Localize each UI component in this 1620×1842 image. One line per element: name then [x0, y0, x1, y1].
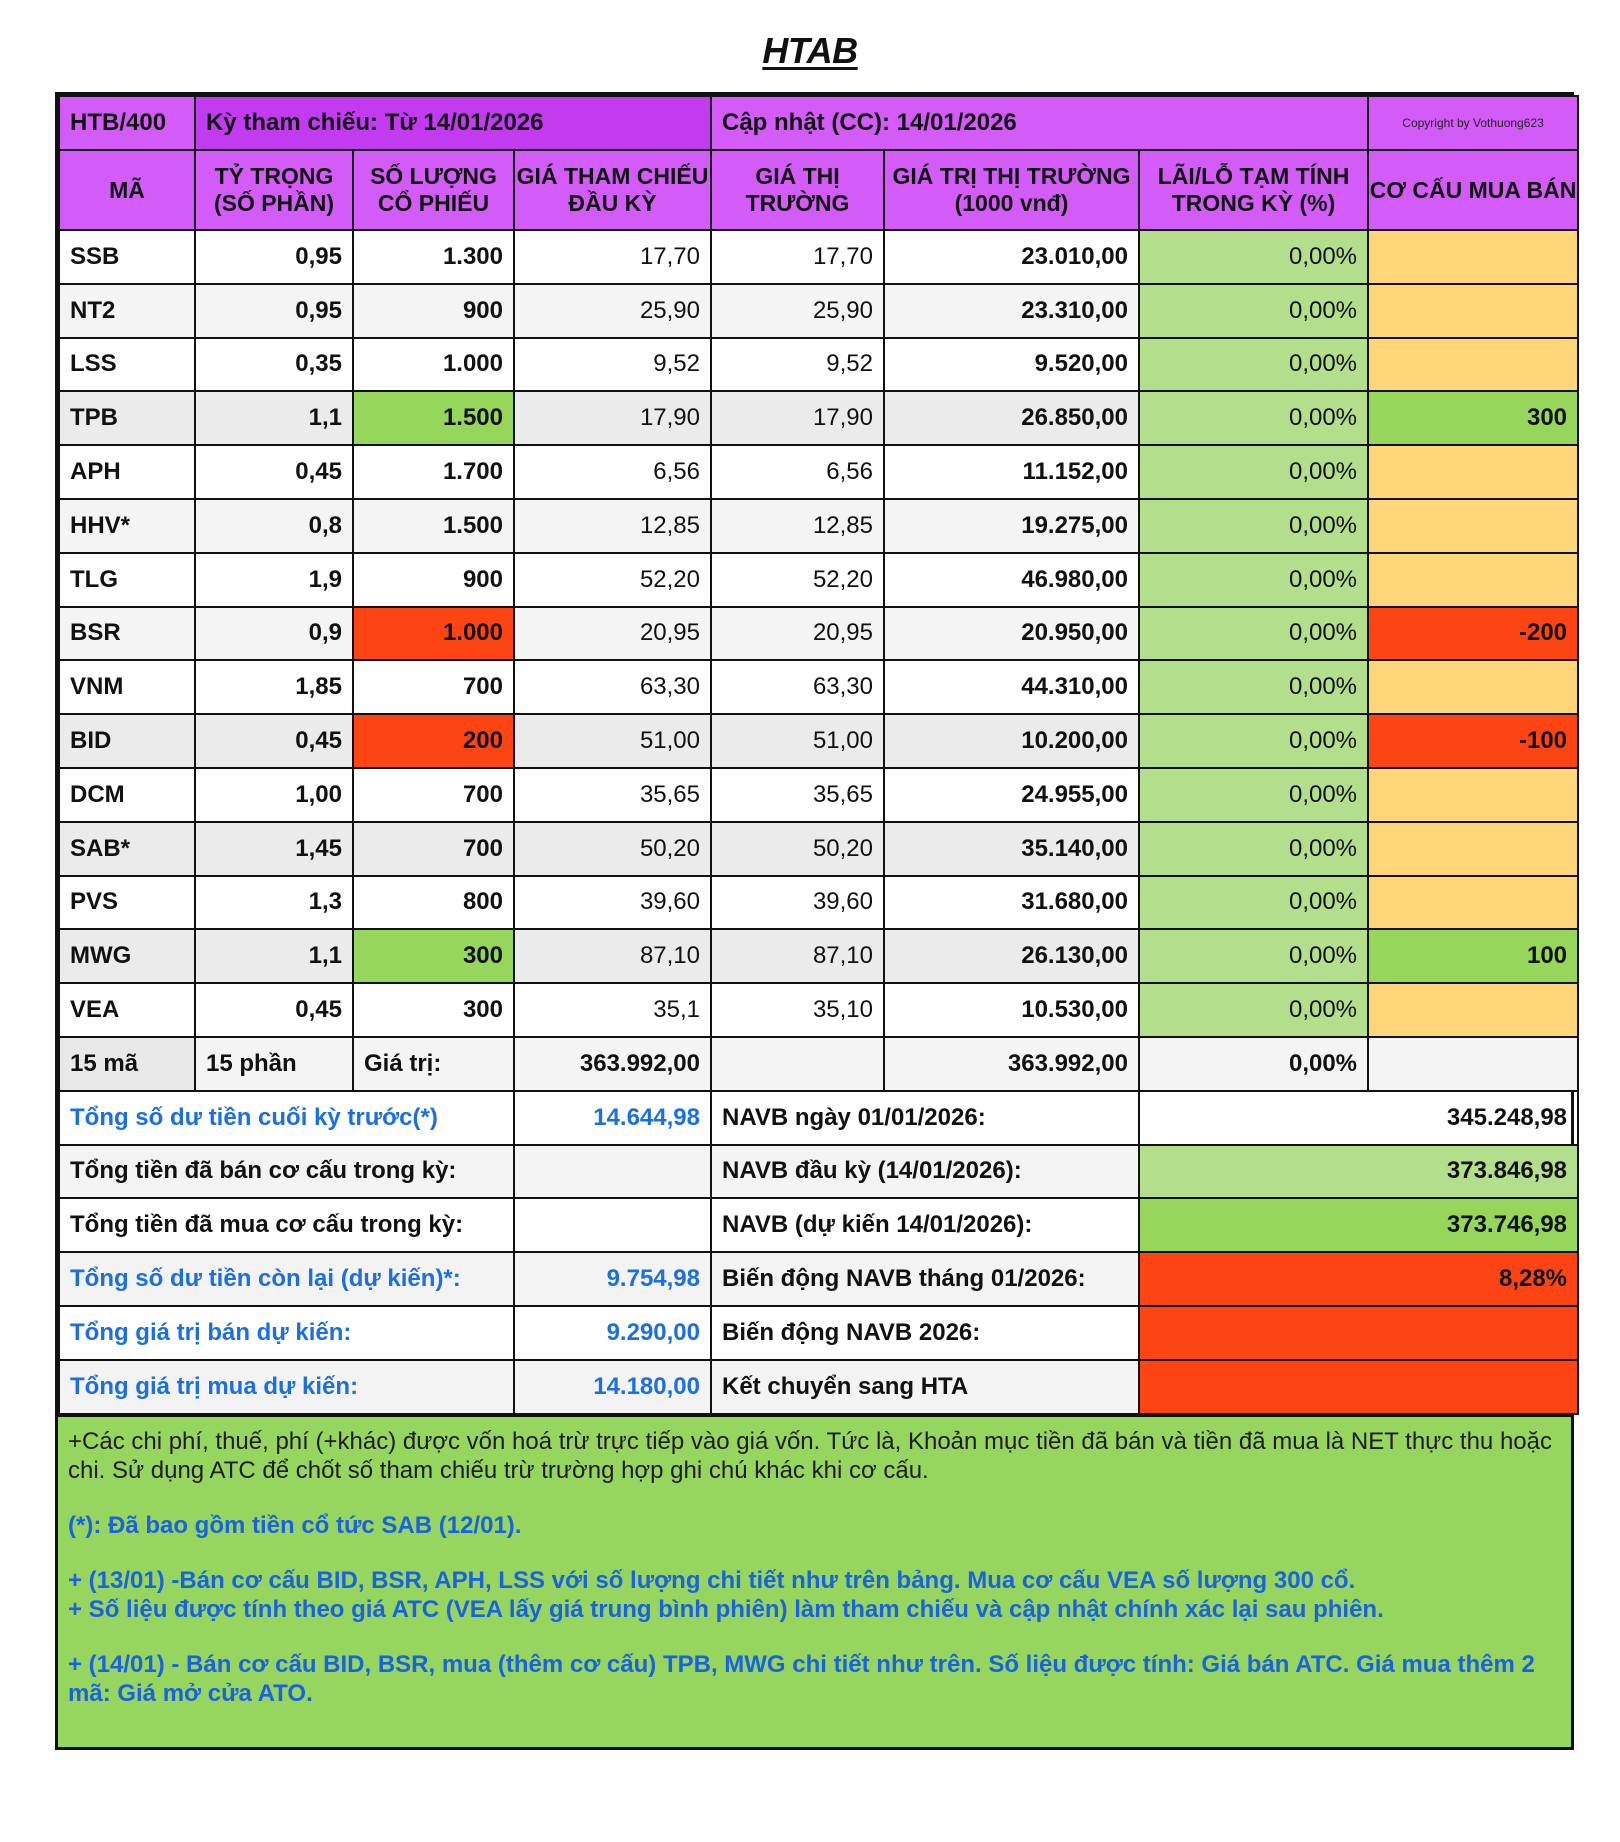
quantity-value: 1.000	[353, 338, 514, 392]
quantity-value: 1.500	[353, 499, 514, 553]
holding-row	[59, 822, 1578, 876]
summary-left-value: 9.754,98	[514, 1252, 711, 1306]
market-price-value: 17,90	[711, 391, 884, 445]
portfolio-table	[58, 95, 1579, 1415]
col-header-market-value: GIÁ TRỊ THỊ TRƯỜNG (1000 vnđ)	[884, 150, 1139, 230]
totals-blank	[711, 1037, 884, 1091]
quantity-value: 700	[353, 660, 514, 714]
summary-right-label: NAVB đầu kỳ (14/01/2026):	[711, 1145, 1139, 1199]
note-dividend: (*): Đã bao gồm tiền cổ tức SAB (12/01).	[68, 1511, 522, 1539]
stock-code: VEA	[59, 983, 195, 1037]
totals-value-label: Giá trị:	[353, 1037, 514, 1091]
stock-code: APH	[59, 445, 195, 499]
weight-value: 1,00	[195, 768, 353, 822]
column-header-row	[59, 150, 1578, 230]
pnl-value: 0,00%	[1139, 607, 1368, 661]
pnl-value: 0,00%	[1139, 338, 1368, 392]
holding-row	[59, 929, 1578, 983]
quantity-value: 1.500	[353, 391, 514, 445]
market-value: 35.140,00	[884, 822, 1139, 876]
ref-price-value: 50,20	[514, 822, 711, 876]
quantity-value: 900	[353, 553, 514, 607]
market-price-value: 39,60	[711, 876, 884, 930]
pnl-value: 0,00%	[1139, 929, 1368, 983]
stock-code: NT2	[59, 284, 195, 338]
market-value: 26.850,00	[884, 391, 1139, 445]
summary-row	[59, 1145, 1578, 1199]
note-general: +Các chi phí, thuế, phí (+khác) được vốn hoá trừ trực tiếp vào giá vốn. Tức là, Khoản mục tiền đã bán và tiền đã mua là NET thực thu hoặc chi. Sử dụng ATC để chốt số tham chiếu trừ trường hợp ghi chú khác khi cơ cấu.	[68, 1427, 1552, 1484]
summary-right-value	[1139, 1306, 1578, 1360]
ref-price-value: 35,1	[514, 983, 711, 1037]
notes-box	[58, 1415, 1571, 1747]
stock-code: PVS	[59, 876, 195, 930]
col-header-market-price: GIÁ THỊ TRƯỜNG	[711, 150, 884, 230]
market-value: 19.275,00	[884, 499, 1139, 553]
market-price-value: 6,56	[711, 445, 884, 499]
market-value: 10.200,00	[884, 714, 1139, 768]
summary-left-label: Tổng giá trị bán dự kiến:	[59, 1306, 514, 1360]
holding-row	[59, 607, 1578, 661]
quantity-value: 1.300	[353, 230, 514, 284]
pnl-value: 0,00%	[1139, 876, 1368, 930]
rebalance-action	[1368, 876, 1578, 930]
market-value: 44.310,00	[884, 660, 1139, 714]
holding-row	[59, 983, 1578, 1037]
rebalance-action	[1368, 768, 1578, 822]
stock-code: BSR	[59, 607, 195, 661]
quantity-value: 300	[353, 983, 514, 1037]
stock-code: TPB	[59, 391, 195, 445]
totals-ref-value: 363.992,00	[514, 1037, 711, 1091]
stock-code: MWG	[59, 929, 195, 983]
stock-code: TLG	[59, 553, 195, 607]
holding-row	[59, 714, 1578, 768]
summary-left-value: 14.180,00	[514, 1360, 711, 1414]
market-value: 10.530,00	[884, 983, 1139, 1037]
ref-price-value: 17,90	[514, 391, 711, 445]
market-price-value: 20,95	[711, 607, 884, 661]
market-value: 26.130,00	[884, 929, 1139, 983]
summary-left-label: Tổng số dư tiền còn lại (dự kiến)*:	[59, 1252, 514, 1306]
weight-value: 0,45	[195, 445, 353, 499]
market-value: 46.980,00	[884, 553, 1139, 607]
summary-right-label: Kết chuyển sang HTA	[711, 1360, 1139, 1414]
market-value: 20.950,00	[884, 607, 1139, 661]
ref-price-value: 63,30	[514, 660, 711, 714]
ref-price-value: 39,60	[514, 876, 711, 930]
summary-row	[59, 1306, 1578, 1360]
weight-value: 0,95	[195, 284, 353, 338]
rebalance-action	[1368, 445, 1578, 499]
reference-period: Kỳ tham chiếu: Từ 14/01/2026	[195, 96, 711, 150]
summary-right-value	[1139, 1360, 1578, 1414]
weight-value: 1,1	[195, 391, 353, 445]
market-price-value: 87,10	[711, 929, 884, 983]
ref-price-value: 25,90	[514, 284, 711, 338]
summary-right-label: Biến động NAVB 2026:	[711, 1306, 1139, 1360]
weight-value: 0,35	[195, 338, 353, 392]
quantity-value: 700	[353, 768, 514, 822]
header-info-row	[59, 96, 1578, 150]
pnl-value: 0,00%	[1139, 660, 1368, 714]
pnl-value: 0,00%	[1139, 983, 1368, 1037]
holding-row	[59, 338, 1578, 392]
weight-value: 0,9	[195, 607, 353, 661]
summary-left-label: Tổng số dư tiền cuối kỳ trước(*)	[59, 1091, 514, 1145]
summary-left-label: Tổng tiền đã bán cơ cấu trong kỳ:	[59, 1145, 514, 1199]
note-day-13-line1: + (13/01) -Bán cơ cấu BID, BSR, APH, LSS với số lượng chi tiết như trên bảng. Mua cơ cấu VEA số lượng 300 cổ.	[68, 1566, 1356, 1594]
totals-action-blank	[1368, 1037, 1578, 1091]
pnl-value: 0,00%	[1139, 284, 1368, 338]
rebalance-action: 100	[1368, 929, 1578, 983]
rebalance-action: -100	[1368, 714, 1578, 768]
col-header-quantity: SỐ LƯỢNG CỔ PHIẾU	[353, 150, 514, 230]
ref-price-value: 9,52	[514, 338, 711, 392]
ref-price-value: 17,70	[514, 230, 711, 284]
rebalance-action: -200	[1368, 607, 1578, 661]
market-value: 23.010,00	[884, 230, 1139, 284]
weight-value: 1,85	[195, 660, 353, 714]
stock-code: HHV*	[59, 499, 195, 553]
summary-right-value: 345.248,98	[1139, 1091, 1578, 1145]
pnl-value: 0,00%	[1139, 445, 1368, 499]
holding-row	[59, 391, 1578, 445]
pnl-value: 0,00%	[1139, 391, 1368, 445]
quantity-value: 900	[353, 284, 514, 338]
portfolio-code: HTB/400	[59, 96, 195, 150]
totals-market-value: 363.992,00	[884, 1037, 1139, 1091]
ref-price-value: 52,20	[514, 553, 711, 607]
holding-row	[59, 660, 1578, 714]
note-day-13-line2: + Số liệu được tính theo giá ATC (VEA lấy giá trung bình phiên) làm tham chiếu và cập nhật chính xác lại sau phiên.	[68, 1595, 1384, 1623]
ref-price-value: 35,65	[514, 768, 711, 822]
market-price-value: 17,70	[711, 230, 884, 284]
pnl-value: 0,00%	[1139, 499, 1368, 553]
weight-value: 0,45	[195, 714, 353, 768]
quantity-value: 800	[353, 876, 514, 930]
rebalance-action	[1368, 553, 1578, 607]
summary-right-value: 373.846,98	[1139, 1145, 1578, 1199]
summary-right-label: NAVB ngày 01/01/2026:	[711, 1091, 1139, 1145]
summary-right-label: NAVB (dự kiến 14/01/2026):	[711, 1198, 1139, 1252]
stock-code: SAB*	[59, 822, 195, 876]
stock-code: LSS	[59, 338, 195, 392]
rebalance-action	[1368, 230, 1578, 284]
note-day-14: + (14/01) - Bán cơ cấu BID, BSR, mua (thêm cơ cấu) TPB, MWG chi tiết như trên. Số liệu được tính: Giá bán ATC. Giá mua thêm 2 mã: Giá mở cửa ATO.	[68, 1650, 1535, 1707]
market-value: 31.680,00	[884, 876, 1139, 930]
summary-row	[59, 1252, 1578, 1306]
holding-row	[59, 445, 1578, 499]
rebalance-action	[1368, 822, 1578, 876]
totals-pnl: 0,00%	[1139, 1037, 1368, 1091]
col-header-code: MÃ	[59, 150, 195, 230]
holding-row	[59, 553, 1578, 607]
summary-row	[59, 1091, 1578, 1145]
holding-row	[59, 876, 1578, 930]
ref-price-value: 12,85	[514, 499, 711, 553]
rebalance-action	[1368, 338, 1578, 392]
pnl-value: 0,00%	[1139, 553, 1368, 607]
market-price-value: 63,30	[711, 660, 884, 714]
totals-count: 15 mã	[59, 1037, 195, 1091]
summary-right-value: 8,28%	[1139, 1252, 1578, 1306]
weight-value: 0,8	[195, 499, 353, 553]
stock-code: DCM	[59, 768, 195, 822]
col-header-pnl: LÃI/LỖ TẠM TÍNH TRONG KỲ (%)	[1139, 150, 1368, 230]
market-price-value: 50,20	[711, 822, 884, 876]
market-value: 23.310,00	[884, 284, 1139, 338]
quantity-value: 1.000	[353, 607, 514, 661]
weight-value: 1,9	[195, 553, 353, 607]
market-price-value: 9,52	[711, 338, 884, 392]
market-price-value: 51,00	[711, 714, 884, 768]
weight-value: 1,1	[195, 929, 353, 983]
stock-code: VNM	[59, 660, 195, 714]
rebalance-action	[1368, 660, 1578, 714]
holding-row	[59, 230, 1578, 284]
weight-value: 0,95	[195, 230, 353, 284]
summary-left-value	[514, 1198, 711, 1252]
ref-price-value: 87,10	[514, 929, 711, 983]
market-price-value: 52,20	[711, 553, 884, 607]
quantity-value: 200	[353, 714, 514, 768]
rebalance-action: 300	[1368, 391, 1578, 445]
pnl-value: 0,00%	[1139, 768, 1368, 822]
portfolio-sheet	[55, 92, 1577, 1750]
ref-price-value: 20,95	[514, 607, 711, 661]
ref-price-value: 6,56	[514, 445, 711, 499]
summary-left-label: Tổng giá trị mua dự kiến:	[59, 1360, 514, 1414]
summary-left-value	[514, 1145, 711, 1199]
rebalance-action	[1368, 499, 1578, 553]
holding-row	[59, 284, 1578, 338]
totals-shares: 15 phần	[195, 1037, 353, 1091]
col-header-ref-price: GIÁ THAM CHIẾU ĐẦU KỲ	[514, 150, 711, 230]
page-title: HTAB	[762, 30, 858, 71]
weight-value: 1,45	[195, 822, 353, 876]
summary-left-value: 14.644,98	[514, 1091, 711, 1145]
quantity-value: 700	[353, 822, 514, 876]
market-price-value: 25,90	[711, 284, 884, 338]
col-header-action: CƠ CẤU MUA BÁN	[1368, 150, 1578, 230]
pnl-value: 0,00%	[1139, 230, 1368, 284]
totals-row	[59, 1037, 1578, 1091]
summary-left-value: 9.290,00	[514, 1306, 711, 1360]
market-price-value: 12,85	[711, 499, 884, 553]
holding-row	[59, 768, 1578, 822]
weight-value: 1,3	[195, 876, 353, 930]
market-value: 11.152,00	[884, 445, 1139, 499]
quantity-value: 300	[353, 929, 514, 983]
stock-code: SSB	[59, 230, 195, 284]
market-value: 9.520,00	[884, 338, 1139, 392]
weight-value: 0,45	[195, 983, 353, 1037]
rebalance-action	[1368, 983, 1578, 1037]
pnl-value: 0,00%	[1139, 822, 1368, 876]
updated-date: Cập nhật (CC): 14/01/2026	[711, 96, 1368, 150]
summary-left-label: Tổng tiền đã mua cơ cấu trong kỳ:	[59, 1198, 514, 1252]
summary-right-value: 373.746,98	[1139, 1198, 1578, 1252]
col-header-weight: TỶ TRỌNG (SỐ PHẦN)	[195, 150, 353, 230]
rebalance-action	[1368, 284, 1578, 338]
quantity-value: 1.700	[353, 445, 514, 499]
holding-row	[59, 499, 1578, 553]
market-value: 24.955,00	[884, 768, 1139, 822]
market-price-value: 35,65	[711, 768, 884, 822]
summary-right-label: Biến động NAVB tháng 01/2026:	[711, 1252, 1139, 1306]
stock-code: BID	[59, 714, 195, 768]
ref-price-value: 51,00	[514, 714, 711, 768]
copyright-note: Copyright by Vothuong623	[1368, 96, 1578, 150]
market-price-value: 35,10	[711, 983, 884, 1037]
summary-row	[59, 1198, 1578, 1252]
pnl-value: 0,00%	[1139, 714, 1368, 768]
summary-row	[59, 1360, 1578, 1414]
